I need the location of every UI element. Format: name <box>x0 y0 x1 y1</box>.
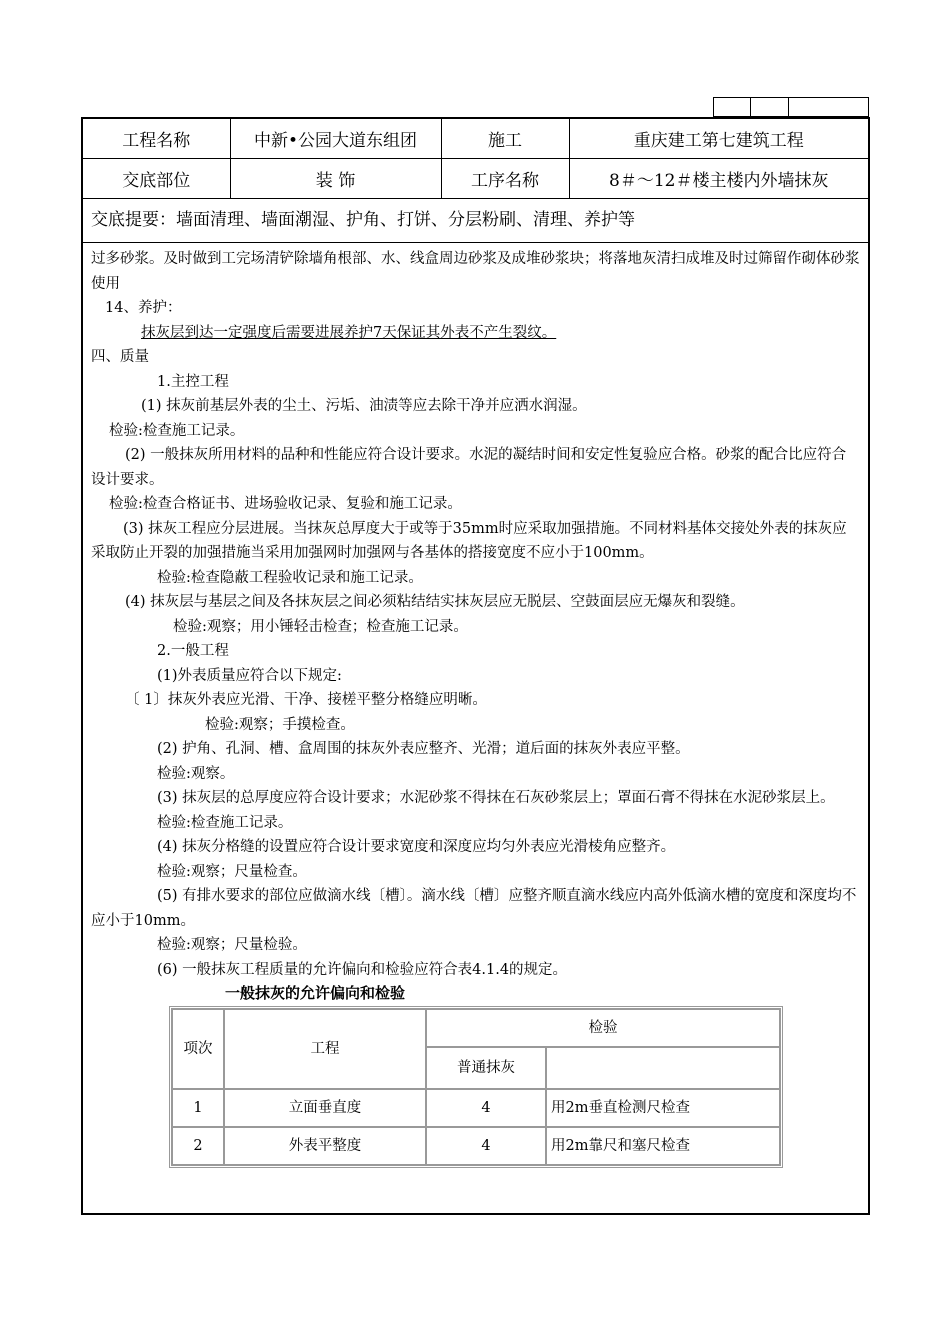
row-name: 立面垂直度 <box>224 1089 426 1127</box>
paragraph: (3) 抹灰层的总厚度应符合设计要求；水泥砂浆不得抹在石灰砂浆层上；罩面石膏不得抹在水泥砂浆层上。 <box>157 790 835 806</box>
paragraph: 抹灰层到达一定强度后需要进展养护7天保证其外表不产生裂纹。 <box>141 324 557 341</box>
top-corner-boxes <box>713 97 869 117</box>
paragraph: (1) 抹灰前基层外表的尘土、污垢、油渍等应去除干净并应洒水润湿。 <box>141 398 587 414</box>
row-method: 用2m垂直检测尺检查 <box>546 1089 780 1127</box>
project-name-value: 中新•公园大道东组团 <box>230 119 441 159</box>
paragraph: 过多砂浆。及时做到工完场清铲除墙角根部、水、线盒周边砂浆及成堆砂浆块；将落地灰清扫成堆及时过筛留作砌体砂浆使用 <box>91 251 860 292</box>
paragraph: 检验:观察。 <box>157 765 235 782</box>
paragraph: 检验:检查施工记录。 <box>109 422 245 439</box>
document-frame <box>81 117 870 1215</box>
part-label: 交底部位 <box>83 159 230 199</box>
construction-label: 施工 <box>441 119 569 159</box>
paragraph: (4) 抹灰层与基层之间及各抹灰层之间必须粘结结实抹灰层应无脱层、空鼓面层应无爆灰和裂缝。 <box>125 594 745 610</box>
paragraph: 检验:观察；尺量检查。 <box>157 863 307 880</box>
col-project-header: 工程 <box>224 1009 426 1089</box>
deviation-table <box>169 1006 783 1168</box>
row-name: 外表平整度 <box>224 1127 426 1165</box>
table-title: 一般抹灰的允许偏向和检验 <box>225 984 406 1002</box>
paragraph: (6) 一般抹灰工程质量的允许偏向和检验应符合表4.1.4的规定。 <box>157 961 568 978</box>
project-name-label: 工程名称 <box>83 119 230 159</box>
row-method: 用2m靠尺和塞尺检查 <box>546 1127 780 1165</box>
part-value: 装 饰 <box>230 159 441 199</box>
paragraph: 检验:观察；手摸检查。 <box>205 716 355 733</box>
process-value: 8＃～12＃楼主楼内外墙抹灰 <box>569 159 868 199</box>
summary: 交底提要：墙面清理、墙面潮湿、护角、打饼、分层粉刷、清理、养护等 <box>83 199 868 243</box>
document-body <box>83 243 868 1168</box>
col-normal-header: 普通抹灰 <box>426 1047 546 1089</box>
paragraph: (5) 有排水要求的部位应做滴水线〔槽〕。滴水线〔槽〕应整齐顺直滴水线应内高外低滴水槽的宽度和深度均不应小于10mm。 <box>91 888 857 929</box>
header-table <box>83 119 868 199</box>
row-value: 4 <box>426 1127 546 1165</box>
paragraph: 检验:检查合格证书、进场验收记录、复验和施工记录。 <box>109 496 462 512</box>
col-item-header: 项次 <box>172 1009 224 1089</box>
col-method-header <box>546 1047 780 1089</box>
table-row <box>172 1089 780 1127</box>
paragraph: (2) 一般抹灰所用材料的品种和性能应符合设计要求。水泥的凝结时间和安定性复验应合格。砂浆的配合比应符合设计要求。 <box>91 447 847 488</box>
paragraph: 1.主控工程 <box>157 373 229 390</box>
paragraph: 检验:检查施工记录。 <box>157 814 293 831</box>
row-value: 4 <box>426 1089 546 1127</box>
paragraph: (1)外表质量应符合以下规定: <box>157 667 342 684</box>
paragraph: 检验:检查隐蔽工程验收记录和施工记录。 <box>157 569 423 586</box>
table-row <box>172 1127 780 1165</box>
col-check-header: 检验 <box>426 1009 780 1047</box>
corner-box <box>713 97 751 117</box>
corner-box <box>751 97 789 117</box>
paragraph: (4) 抹灰分格缝的设置应符合设计要求宽度和深度应均匀外表应光滑棱角应整齐。 <box>157 839 676 855</box>
row-no: 1 <box>172 1089 224 1127</box>
section-heading: 四、质量 <box>91 349 149 365</box>
construction-value: 重庆建工第七建筑工程 <box>569 119 868 159</box>
paragraph: 检验:观察；用小锤轻击检查；检查施工记录。 <box>173 618 468 635</box>
process-label: 工序名称 <box>441 159 569 199</box>
paragraph: 〔 1〕抹灰外表应光滑、干净、接槎平整分格缝应明晰。 <box>125 692 487 708</box>
row-no: 2 <box>172 1127 224 1165</box>
corner-box <box>789 97 869 117</box>
paragraph: 14、养护： <box>105 300 182 316</box>
paragraph: 检验:观察；尺量检验。 <box>157 937 307 953</box>
paragraph: (3) 抹灰工程应分层进展。当抹灰总厚度大于或等于35mm时应采取加强措施。不同材料基体交接处外表的抹灰应采取防止开裂的加强措施当采用加强网时加强网与各基体的搭接宽度不应小于100mm。 <box>91 520 847 561</box>
paragraph: (2) 护角、孔洞、槽、盒周围的抹灰外表应整齐、光滑；道后面的抹灰外表应平整。 <box>157 741 690 757</box>
paragraph: 2.一般工程 <box>157 643 229 659</box>
